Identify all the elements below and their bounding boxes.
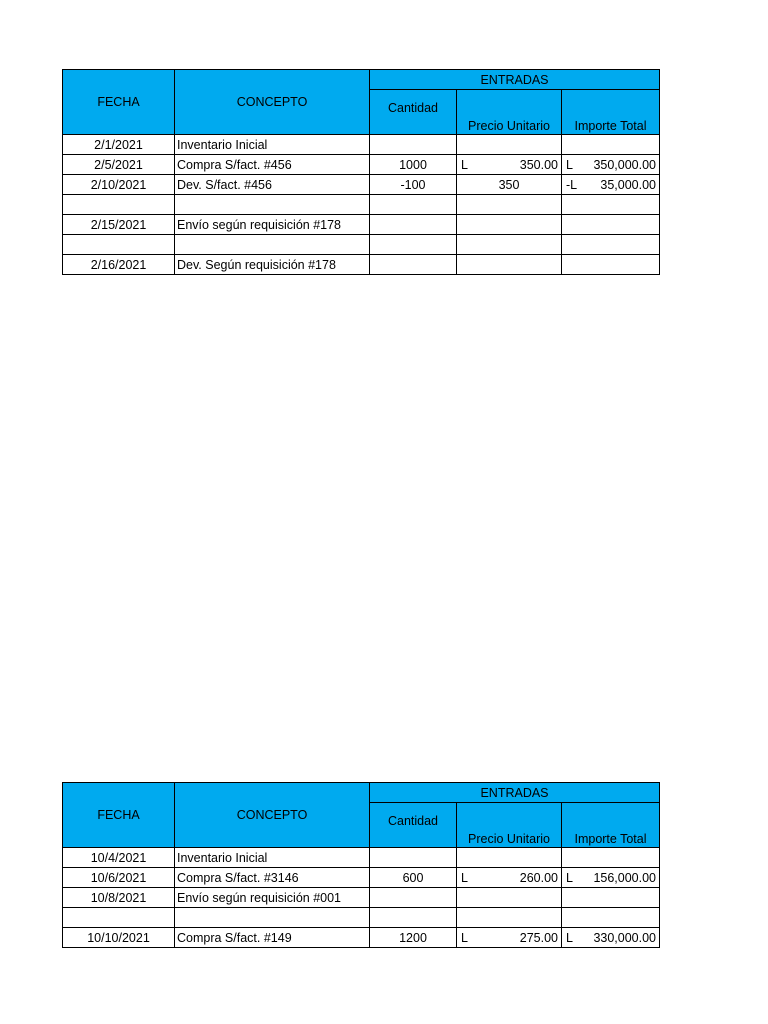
cell-precio-unitario[interactable] [457, 135, 562, 155]
table-body [63, 848, 660, 948]
cell-importe-total[interactable] [562, 928, 660, 948]
table-row [63, 215, 660, 235]
cell-concepto[interactable]: Envío según requisición #001 [175, 888, 370, 908]
cell-importe-total[interactable] [562, 888, 660, 908]
cell-precio-unitario[interactable] [457, 235, 562, 255]
cell-concepto[interactable] [175, 908, 370, 928]
cell-fecha[interactable] [63, 235, 175, 255]
currency-symbol: L [566, 870, 573, 885]
inventory-table-2 [62, 782, 660, 948]
currency-symbol: L [461, 930, 468, 945]
cell-cantidad[interactable] [370, 908, 457, 928]
header-concepto: CONCEPTO [175, 70, 370, 135]
cell-precio-unitario[interactable] [457, 848, 562, 868]
cell-fecha[interactable]: 2/1/2021 [63, 135, 175, 155]
cell-cantidad[interactable] [370, 215, 457, 235]
table-row [63, 255, 660, 275]
table-row [63, 868, 660, 888]
cell-concepto[interactable]: Inventario Inicial [175, 848, 370, 868]
table-row [63, 888, 660, 908]
cell-concepto[interactable]: Compra S/fact. #3146 [175, 868, 370, 888]
amount-value: 330,000.00 [593, 930, 656, 945]
header-fecha: FECHA [63, 783, 175, 848]
table-row [63, 155, 660, 175]
cell-precio-unitario[interactable] [457, 908, 562, 928]
cell-cantidad[interactable] [370, 195, 457, 215]
cell-cantidad[interactable]: 1000 [370, 155, 457, 175]
cell-fecha[interactable]: 2/5/2021 [63, 155, 175, 175]
table-row [63, 175, 660, 195]
cell-importe-total[interactable] [562, 175, 660, 195]
cell-cantidad[interactable] [370, 255, 457, 275]
table-row [63, 908, 660, 928]
cell-precio-unitario[interactable] [457, 928, 562, 948]
cell-concepto[interactable]: Compra S/fact. #149 [175, 928, 370, 948]
header-importe-total: Importe Total [562, 90, 660, 135]
cell-fecha[interactable]: 10/4/2021 [63, 848, 175, 868]
cell-precio-unitario[interactable] [457, 195, 562, 215]
cell-fecha[interactable]: 10/10/2021 [63, 928, 175, 948]
cell-concepto[interactable]: Envío según requisición #178 [175, 215, 370, 235]
cell-importe-total[interactable] [562, 195, 660, 215]
cell-fecha[interactable] [63, 908, 175, 928]
amount-value: 350.00 [519, 157, 558, 172]
cell-importe-total[interactable] [562, 135, 660, 155]
cell-concepto[interactable]: Compra S/fact. #456 [175, 155, 370, 175]
table-body [63, 135, 660, 275]
inventory-table-1 [62, 69, 660, 275]
cell-precio-unitario[interactable] [457, 215, 562, 235]
header-cantidad: Cantidad [370, 803, 457, 848]
cell-precio-unitario[interactable] [457, 255, 562, 275]
cell-precio-unitario[interactable] [457, 888, 562, 908]
cell-precio-unitario[interactable] [457, 155, 562, 175]
cell-cantidad[interactable]: 600 [370, 868, 457, 888]
header-importe-total: Importe Total [562, 803, 660, 848]
header-fecha: FECHA [63, 70, 175, 135]
cell-cantidad[interactable]: -100 [370, 175, 457, 195]
cell-cantidad[interactable] [370, 235, 457, 255]
cell-precio-unitario[interactable]: 350 [457, 175, 562, 195]
amount-value: 350,000.00 [593, 157, 656, 172]
header-cantidad: Cantidad [370, 90, 457, 135]
cell-fecha[interactable]: 2/15/2021 [63, 215, 175, 235]
cell-importe-total[interactable] [562, 255, 660, 275]
amount-value: 275.00 [519, 930, 558, 945]
cell-importe-total[interactable] [562, 908, 660, 928]
table-row [63, 928, 660, 948]
table-row [63, 135, 660, 155]
cell-fecha[interactable] [63, 195, 175, 215]
cell-cantidad[interactable] [370, 888, 457, 908]
amount-value: 260.00 [519, 870, 558, 885]
table-row [63, 195, 660, 215]
amount-value: 35,000.00 [600, 177, 656, 192]
cell-importe-total[interactable] [562, 235, 660, 255]
cell-cantidad[interactable] [370, 848, 457, 868]
cell-importe-total[interactable] [562, 848, 660, 868]
currency-symbol: L [461, 157, 468, 172]
cell-fecha[interactable]: 2/16/2021 [63, 255, 175, 275]
currency-symbol: L [566, 930, 573, 945]
cell-concepto[interactable] [175, 235, 370, 255]
table-row [63, 235, 660, 255]
table-row [63, 848, 660, 868]
currency-symbol: L [461, 870, 468, 885]
header-precio-unitario: Precio Unitario [457, 90, 562, 135]
cell-concepto[interactable]: Dev. S/fact. #456 [175, 175, 370, 195]
cell-fecha[interactable]: 2/10/2021 [63, 175, 175, 195]
cell-cantidad[interactable] [370, 135, 457, 155]
cell-cantidad[interactable]: 1200 [370, 928, 457, 948]
header-entradas: ENTRADAS [370, 70, 660, 90]
cell-fecha[interactable]: 10/8/2021 [63, 888, 175, 908]
cell-concepto[interactable]: Inventario Inicial [175, 135, 370, 155]
cell-precio-unitario[interactable] [457, 868, 562, 888]
cell-importe-total[interactable] [562, 215, 660, 235]
currency-symbol: L [566, 157, 573, 172]
header-concepto: CONCEPTO [175, 783, 370, 848]
cell-concepto[interactable]: Dev. Según requisición #178 [175, 255, 370, 275]
cell-importe-total[interactable] [562, 868, 660, 888]
cell-importe-total[interactable] [562, 155, 660, 175]
currency-symbol: -L [566, 177, 578, 192]
header-precio-unitario: Precio Unitario [457, 803, 562, 848]
cell-fecha[interactable]: 10/6/2021 [63, 868, 175, 888]
cell-concepto[interactable] [175, 195, 370, 215]
amount-value: 156,000.00 [593, 870, 656, 885]
header-entradas: ENTRADAS [370, 783, 660, 803]
